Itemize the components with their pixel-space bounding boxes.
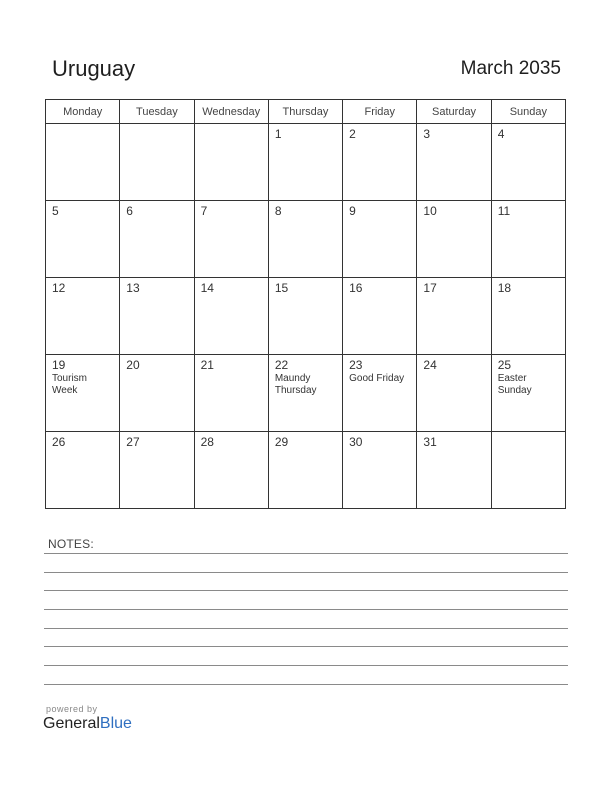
note-line xyxy=(44,572,568,573)
day-number: 3 xyxy=(423,127,431,141)
day-cell xyxy=(343,432,417,509)
day-cell xyxy=(417,355,491,432)
day-cell xyxy=(46,278,120,355)
note-line xyxy=(44,553,568,554)
day-number: 27 xyxy=(126,435,140,449)
day-number: 24 xyxy=(423,358,437,372)
day-number: 10 xyxy=(423,204,437,218)
weekday-header-saturday: Saturday xyxy=(417,100,491,124)
day-number: 18 xyxy=(497,281,512,295)
day-cell xyxy=(491,355,565,432)
day-cell xyxy=(46,432,120,509)
weekday-header-friday: Friday xyxy=(343,100,417,124)
day-cell xyxy=(491,124,565,201)
week-row xyxy=(46,124,566,201)
day-number: 31 xyxy=(423,435,437,449)
day-cell xyxy=(268,201,342,278)
day-cell xyxy=(268,124,342,201)
powered-by-text: powered by xyxy=(46,704,98,714)
note-line xyxy=(44,665,568,666)
day-number: 2 xyxy=(349,127,356,141)
day-cell xyxy=(491,432,565,509)
day-cell xyxy=(343,278,417,355)
day-cell xyxy=(120,124,194,201)
note-line xyxy=(44,590,568,591)
country-title: Uruguay xyxy=(52,56,136,81)
notes-label: NOTES: xyxy=(48,537,94,551)
holiday-label: Maundy Thursday xyxy=(274,373,317,396)
day-cell xyxy=(120,432,194,509)
day-cell xyxy=(194,201,268,278)
day-cell xyxy=(194,432,268,509)
day-number: 13 xyxy=(126,281,140,295)
note-line xyxy=(44,646,568,647)
day-cell xyxy=(343,124,417,201)
weekday-header-sunday: Sunday xyxy=(491,100,565,124)
month-year-title: March 2035 xyxy=(460,58,561,79)
day-cell xyxy=(120,355,194,432)
holiday-label: Good Friday xyxy=(349,373,405,384)
day-number: 14 xyxy=(200,281,214,295)
day-number: 29 xyxy=(274,435,289,449)
day-number: 22 xyxy=(274,358,289,372)
day-cell xyxy=(268,355,342,432)
day-cell xyxy=(491,201,565,278)
day-cell xyxy=(194,355,268,432)
day-cell xyxy=(417,201,491,278)
holiday-label: Easter Sunday xyxy=(497,373,532,396)
day-number: 1 xyxy=(274,127,282,141)
week-row xyxy=(46,432,566,509)
day-number: 17 xyxy=(423,281,437,295)
day-cell xyxy=(343,201,417,278)
generalblue-logo xyxy=(43,704,132,733)
note-line xyxy=(44,684,568,685)
day-cell xyxy=(417,278,491,355)
day-cell xyxy=(120,201,194,278)
day-cell xyxy=(343,355,417,432)
day-cell xyxy=(46,201,120,278)
day-number: 16 xyxy=(349,281,363,295)
week-row xyxy=(46,201,566,278)
day-number: 12 xyxy=(52,281,66,295)
note-line xyxy=(44,609,568,610)
day-cell xyxy=(46,355,120,432)
day-number: 5 xyxy=(52,204,59,218)
day-number: 23 xyxy=(349,358,363,372)
day-cell xyxy=(194,124,268,201)
holiday-label: Tourism Week xyxy=(52,373,88,396)
calendar-grid xyxy=(45,99,566,509)
day-number: 30 xyxy=(349,435,363,449)
day-cell xyxy=(417,432,491,509)
note-line xyxy=(44,628,568,629)
day-number: 7 xyxy=(200,204,208,218)
day-number: 19 xyxy=(52,358,66,372)
day-number: 4 xyxy=(497,127,505,141)
weekday-header-wednesday: Wednesday xyxy=(194,100,268,124)
day-cell xyxy=(491,278,565,355)
day-number: 6 xyxy=(126,204,133,218)
weekday-header-row xyxy=(46,100,566,124)
weekday-header-tuesday: Tuesday xyxy=(120,100,194,124)
day-number: 28 xyxy=(200,435,214,449)
day-number: 8 xyxy=(274,204,282,218)
day-number: 26 xyxy=(52,435,66,449)
day-cell xyxy=(268,432,342,509)
day-cell xyxy=(417,124,491,201)
day-number: 11 xyxy=(497,204,511,218)
week-row xyxy=(46,278,566,355)
week-row xyxy=(46,355,566,432)
brand-name-general: General xyxy=(43,715,100,732)
day-cell xyxy=(120,278,194,355)
brand-name xyxy=(43,715,132,733)
weekday-header-thursday: Thursday xyxy=(268,100,342,124)
day-cell xyxy=(268,278,342,355)
day-number: 20 xyxy=(126,358,140,372)
day-number: 15 xyxy=(274,281,289,295)
day-number: 9 xyxy=(349,204,356,218)
day-cell xyxy=(46,124,120,201)
day-number: 25 xyxy=(497,358,512,372)
weekday-header-monday: Monday xyxy=(46,100,120,124)
day-number: 21 xyxy=(200,358,214,372)
day-cell xyxy=(194,278,268,355)
brand-name-blue: Blue xyxy=(99,715,132,732)
